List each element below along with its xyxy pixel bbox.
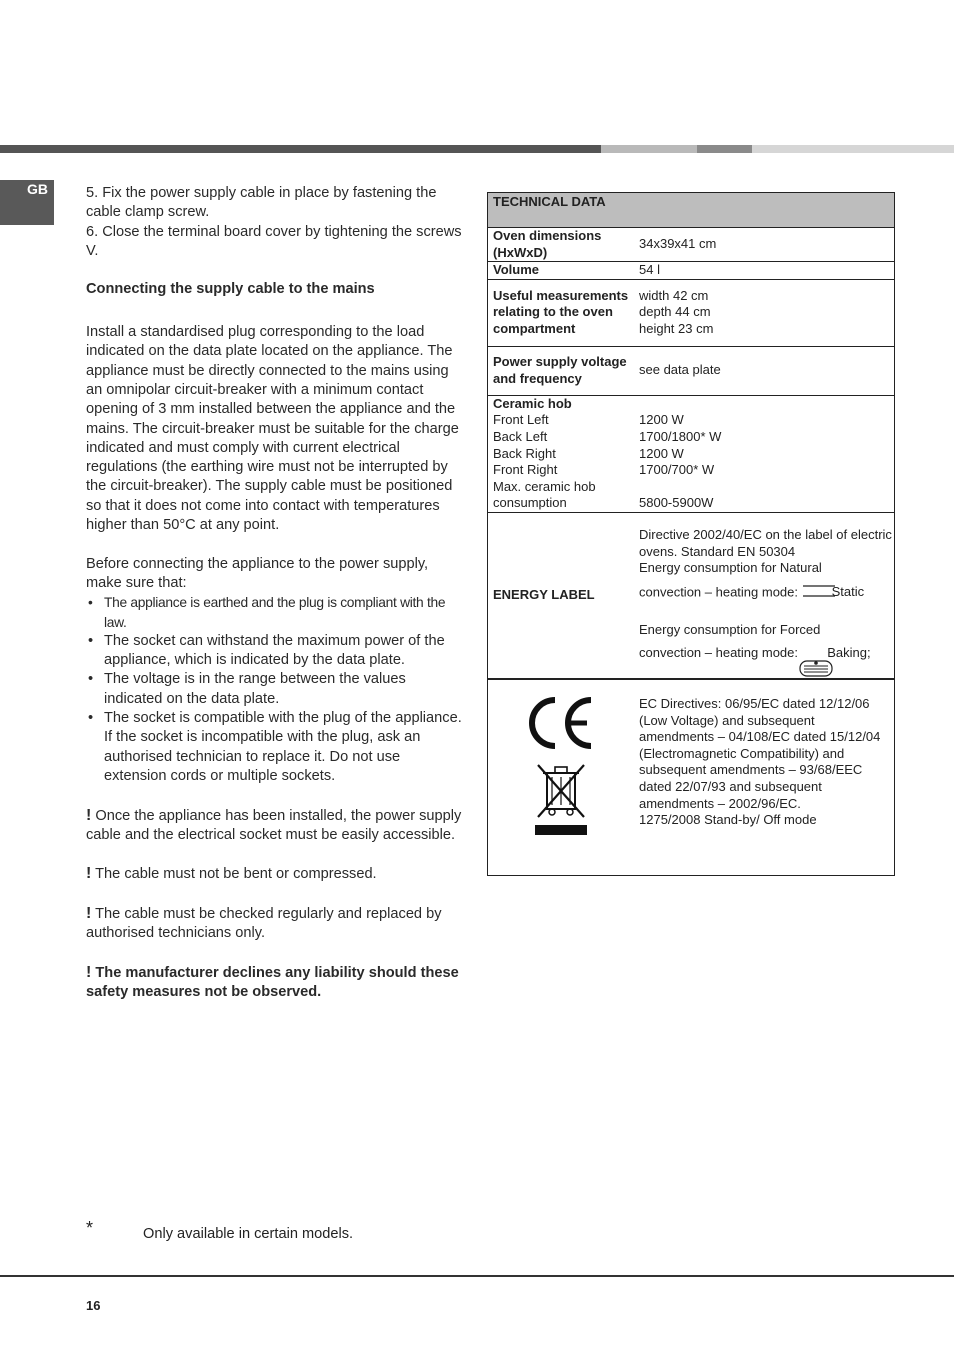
- section-heading: Connecting the supply cable to the mains: [86, 281, 375, 298]
- header-bar-dark: [0, 145, 601, 153]
- exclamation-icon: !: [86, 865, 92, 883]
- checklist-intro: Before connecting the appliance to the power supply, make sure that:: [86, 555, 429, 591]
- warning-accessible: ! Once the appliance has been installed, the power supply cable and the electrical socket must be easily accessible.: [86, 806, 462, 843]
- left-column: [86, 184, 464, 1002]
- marks-cell: [488, 679, 634, 875]
- energy-label: ENERGY LABEL: [488, 512, 634, 678]
- volume-value: 54 l: [633, 262, 895, 280]
- exclamation-icon: !: [86, 963, 92, 981]
- ec-directives: EC Directives: 06/95/EC dated 12/12/06 (Low Voltage) and subsequent amendments – 04/108/EC dated 15/12/04 (Electromagnetic Compatibility) and subsequent amendments – 93/68/EEC dated 22/07/93 and subsequent amendments – 2002/96/EC. 1275/2008 Stand-by/ Off mode: [633, 679, 895, 875]
- checklist-item: • The appliance is earthed and the plug is compliant with the law.: [86, 593, 464, 632]
- warning-bent: ! The cable must not be bent or compressed.: [86, 865, 377, 883]
- footer-rule: [0, 1275, 954, 1277]
- ce-mark-icon: [488, 680, 633, 757]
- header-bar-light: [601, 145, 697, 153]
- exclamation-icon: !: [86, 806, 92, 824]
- hob-values: 1200 W 1700/1800* W 1200 W 1700/700* W 5800-5900W: [633, 395, 895, 512]
- checklist-item: • The socket can withstand the maximum power of the appliance, which is indicated by the data plate.: [86, 632, 464, 671]
- volume-label: Volume: [488, 262, 634, 280]
- page-number: 16: [86, 1298, 101, 1313]
- footnote-text: Only available in certain models.: [143, 1226, 354, 1242]
- useful-value: width 42 cm depth 44 cm height 23 cm: [633, 279, 895, 346]
- footnote-star: *: [86, 1218, 94, 1238]
- weee-bin-icon: [488, 761, 633, 842]
- warning-checked: ! The cable must be checked regularly and replaced by authorised technicians only.: [86, 904, 442, 942]
- energy-value: Directive 2002/40/EC on the label of electric ovens. Standard EN 50304 Energy consumption for Natural convection – heating mode: Static Energy consumption for Forced convection – heating mode: Baking;: [633, 512, 895, 678]
- step-5: 5. Fix the power supply cable in place by fastening the cable clamp screw.: [86, 185, 437, 221]
- table-title: TECHNICAL DATA: [488, 193, 634, 228]
- install-paragraph: Install a standardised plug corresponding to the load indicated on the data plate located on the appliance. The appliance must be directly connected to the mains using an omnipolar circuit-breaker with a minimum contact opening of 3 mm installed between the appliance and the mains. The circuit-breaker must be suitable for the charge indicated and must comply with current electrical regulations (the earthing wire must not be interrupted by the circuit-breaker). The supply cable must be positioned so that it does not come into contact with temperatures higher than 50°C at any point.: [86, 324, 459, 534]
- warning-liability: ! The manufacturer declines any liability should these safety measures not be observed.: [86, 963, 459, 1001]
- checklist-item: • The socket is compatible with the plug of the appliance. If the socket is incompatible with the plug, ask an authorised technician to replace it. Do not use extension cords or multiple sockets.: [86, 709, 464, 786]
- power-label: Power supply voltage and frequency: [488, 346, 634, 395]
- step-6: 6. Close the terminal board cover by tightening the screws V.: [86, 223, 462, 259]
- dimensions-label: Oven dimensions (HxWxD): [488, 228, 634, 262]
- hob-labels: Ceramic hob Front Left Back Left Back Right Front Right Max. ceramic hob consumption: [488, 395, 634, 512]
- header-bar-mid: [697, 145, 752, 153]
- fan-mode-icon: [799, 658, 833, 683]
- static-mode-icon: [802, 583, 836, 604]
- language-tab: GB: [0, 180, 54, 225]
- power-value: see data plate: [633, 346, 895, 395]
- checklist: [86, 593, 464, 786]
- exclamation-icon: !: [86, 904, 92, 922]
- technical-data-table: [487, 192, 895, 876]
- checklist-item: • The voltage is in the range between the values indicated on the data plate.: [86, 670, 464, 709]
- dimensions-value: 34x39x41 cm: [633, 228, 895, 262]
- header-bar-pale: [752, 145, 954, 153]
- useful-label: Useful measurements relating to the oven compartment: [488, 279, 634, 346]
